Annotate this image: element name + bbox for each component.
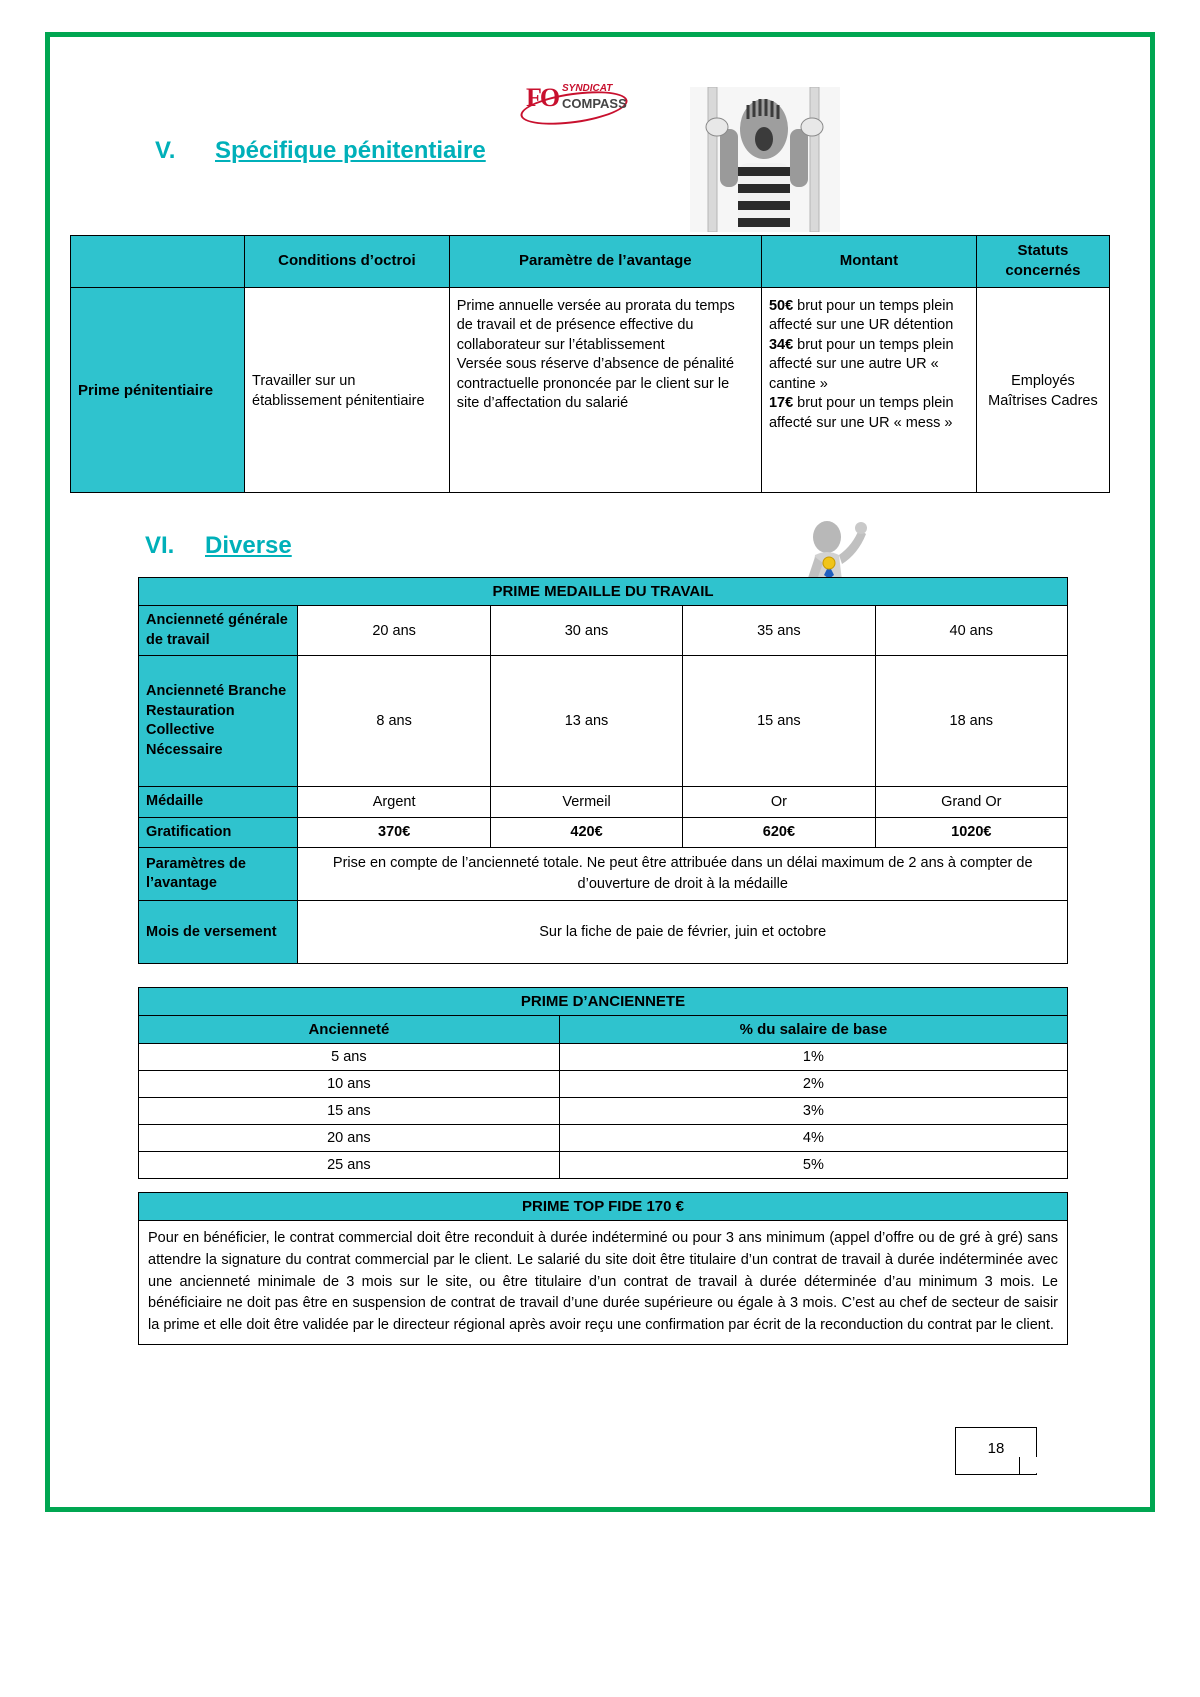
page-fold-icon [1019,1457,1037,1475]
cell-statuts: Employés Maîtrises Cadres [976,287,1109,492]
header-empty [71,236,245,288]
prisoner-illustration [690,87,840,232]
value-cell: 35 ans [683,606,875,656]
fo-syndicat-compass-logo [520,79,630,127]
cell-montant [761,287,976,492]
page-number-box [955,1427,1037,1475]
section-heading-diverse [145,532,292,560]
cell-anciennete: 5 ans [139,1044,560,1071]
value-cell: 420€ [490,817,682,848]
logo-compass-text: COMPASS [562,96,627,111]
table-title-row [139,578,1068,606]
table-prime-medaille-du-travail [138,577,1068,964]
montant-item [769,297,969,336]
montant-item [769,336,969,395]
title-top-fide: PRIME TOP FIDE 170 € [139,1193,1068,1221]
cell-prime-label: Prime pénitentiaire [71,287,245,492]
top-fide-paragraph: Pour en bénéficier, le contrat commercial doit être reconduit à durée indéterminé ou pour 3 ans minimum (appel d’offre ou de gré à gré) sans attendre la signature du contrat commercial par le client. Le salarié du site doit être titulaire d’un contrat de travail à durée indéterminée avec une ancienneté minimale de 3 mois sur le site, ou être titulaire d’un contrat de travail à durée déterminée d’au minimum 3 mois. Le bénéficiaire ne doit pas être en suspension de contrat de travail d’une durée supérieure ou égale à 3 mois. C’est au chef de secteur de saisir la prime et elle doit être validée par le directeur régional après avoir reçu une confirmation par écrit de la reconduction du contrat par le client. [139,1221,1068,1345]
cell-anciennete: 15 ans [139,1098,560,1125]
value-cell: Argent [298,787,490,818]
page-content [50,37,1150,1507]
section-heading-penitentiaire [155,137,486,165]
montant-text: brut pour un temps plein affecté sur une autre UR « cantine » [768,336,954,392]
value-cell: 18 ans [875,656,1067,787]
table-row [139,1098,1068,1125]
value-cell: Grand Or [875,787,1067,818]
section-numeral-v: V. [155,137,176,164]
prisoner-icon [690,87,840,232]
table-row [139,901,1068,964]
table-row [139,787,1068,818]
cell-pourcentage: 4% [559,1125,1067,1152]
value-cell: 620€ [683,817,875,848]
montant-amount: 17€ [768,395,794,412]
value-cell: 1020€ [875,817,1067,848]
cell-anciennete: 25 ans [139,1152,560,1179]
table-row [139,656,1068,787]
header-anciennete: Ancienneté [139,1016,560,1044]
value-cell: 13 ans [490,656,682,787]
title-medaille: PRIME MEDAILLE DU TRAVAIL [139,578,1068,606]
cell-anciennete: 20 ans [139,1125,560,1152]
header-pourcentage: % du salaire de base [559,1016,1067,1044]
value-cell: Or [683,787,875,818]
table-row [139,1152,1068,1179]
cell-pourcentage: 1% [559,1044,1067,1071]
table-row [139,1044,1068,1071]
cell-pourcentage: 2% [559,1071,1067,1098]
label-anciennete-branche: Ancienneté Branche Restauration Collective Nécessaire [139,656,298,787]
header-montant: Montant [761,236,976,288]
section-numeral-vi: VI. [145,532,175,559]
label-parametres-avantage: Paramètres de l’avantage [139,848,298,901]
value-mois-versement: Sur la fiche de paie de février, juin et octobre [298,901,1068,964]
section-title-v: Spécifique pénitentiaire [215,137,486,164]
section-title-vi: Diverse [205,532,292,559]
value-cell: 15 ans [683,656,875,787]
table-header-row [71,236,1110,288]
table-row [139,817,1068,848]
label-gratification: Gratification [139,817,298,848]
cell-parametre [449,287,761,492]
cell-anciennete: 10 ans [139,1071,560,1098]
label-medaille: Médaille [139,787,298,818]
table-row [139,1221,1068,1345]
document-page [45,32,1155,1512]
parametre-line-1: Prime annuelle versée au prorata du temps de travail et de présence effective du collaborateur sur l’établissement [456,297,735,353]
value-cell: 20 ans [298,606,490,656]
label-anciennete-generale: Ancienneté générale de travail [139,606,298,656]
table-prime-top-fide [138,1192,1068,1345]
cell-conditions: Travailler sur un établissement pénitentiaire [245,287,450,492]
header-parametre: Paramètre de l’avantage [449,236,761,288]
table-row [139,606,1068,656]
value-cell: 8 ans [298,656,490,787]
table-title-row [139,988,1068,1016]
cell-pourcentage: 3% [559,1098,1067,1125]
value-cell: 370€ [298,817,490,848]
header-statuts: Statuts concernés [976,236,1109,288]
page-number: 18 [987,1440,1005,1457]
value-cell: Vermeil [490,787,682,818]
cell-pourcentage: 5% [559,1152,1067,1179]
table-prime-penitentiaire [70,235,1110,493]
montant-amount: 50€ [768,297,794,314]
table-row [139,1071,1068,1098]
title-anciennete: PRIME D’ANCIENNETE [139,988,1068,1016]
header-conditions: Conditions d’octroi [245,236,450,288]
value-parametres-avantage: Prise en compte de l’ancienneté totale. Ne peut être attribuée dans un délai maximum de 2 ans à compter de d’ouverture de droit à la médaille [298,848,1068,901]
value-cell: 40 ans [875,606,1067,656]
table-row [139,1125,1068,1152]
montant-text: brut pour un temps plein affecté sur une UR « mess » [768,395,954,431]
logo-fo-text: FO [526,83,559,112]
parametre-line-2: Versée sous réserve d’absence de pénalité contractuelle prononcée par le client sur le site d’affectation du salarié [456,356,735,412]
montant-text: brut pour un temps plein affecté sur une UR détention [768,297,954,334]
table-row [139,848,1068,901]
montant-amount: 34€ [768,336,794,353]
table-title-row [139,1193,1068,1221]
table-header-row [139,1016,1068,1044]
label-mois-versement: Mois de versement [139,901,298,964]
montant-item [769,394,969,433]
value-cell: 30 ans [490,606,682,656]
table-row [71,287,1110,492]
table-prime-anciennete [138,987,1068,1179]
logo-syndicat-text: SYNDICAT [562,83,613,94]
